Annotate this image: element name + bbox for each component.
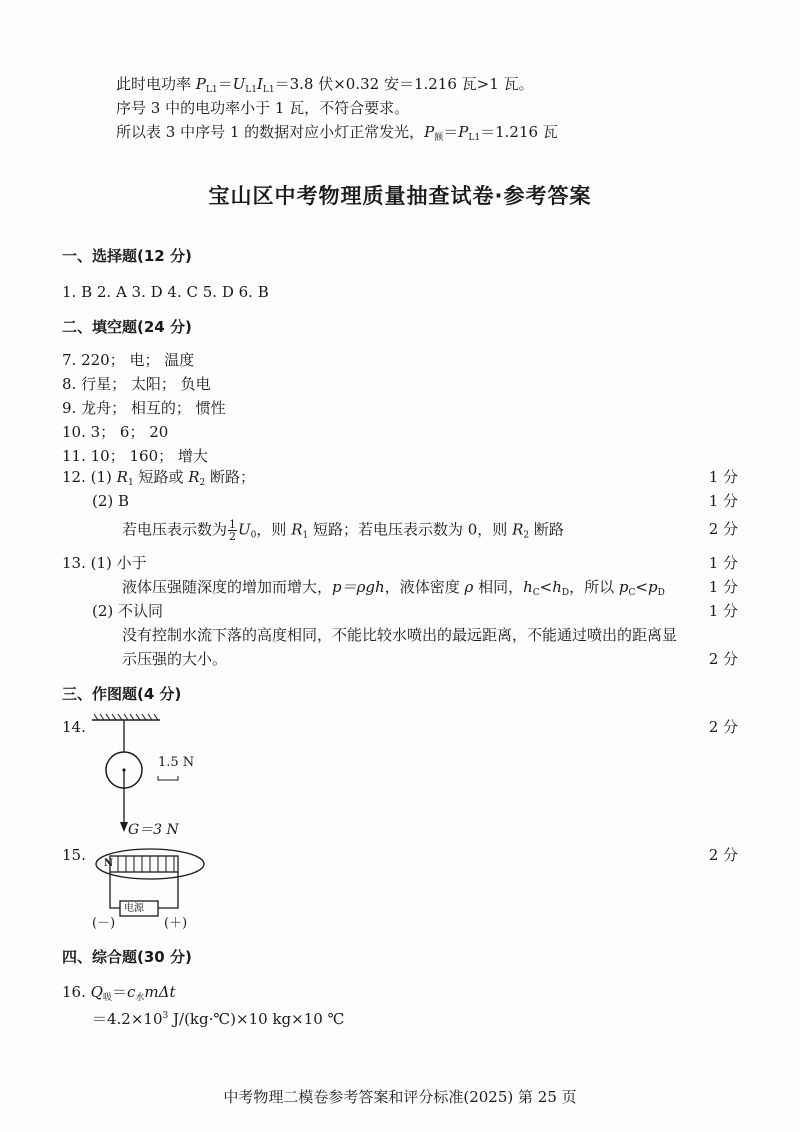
q15-power-source-label: 电源 xyxy=(124,903,144,914)
answer-q12-part1: 12. (1) $R_1$ 短路或 $R_2$ 断路； xyxy=(62,468,256,488)
answer-q8: 8. 行星； 太阳； 负电 xyxy=(62,375,211,393)
section-heading-drawing: 三、作图题(4 分) xyxy=(62,685,182,703)
answer-q12-explain: 若电压表示数为 $\frac{1}{2}$ $U_0$，则 $R_1$ 短路；若电压表示数为 0，则 $R_2$ 断路 xyxy=(122,518,564,543)
choice-answers: 1. B 2. A 3. D 4. C 5. D 6. B xyxy=(62,283,269,301)
top-line-2: 序号 3 中的电功率小于 1 瓦，不符合要求。 xyxy=(116,99,410,117)
answer-q7: 7. 220； 电； 温度 xyxy=(62,351,195,369)
answer-q13-explain-1: 没有控制水流下落的高度相同，不能比较水喷出的最远距离，不能通过喷出的距离显 xyxy=(122,626,678,644)
answer-q13-part1: 13. (1) 小于 xyxy=(62,554,147,572)
score-q13-1: 1 分 xyxy=(708,554,738,572)
score-q13-3: 1 分 xyxy=(708,602,738,620)
section-heading-comprehensive: 四、综合题(30 分) xyxy=(62,948,192,966)
answer-q9: 9. 龙舟； 相互的； 惯性 xyxy=(62,399,226,417)
fraction-half: $\frac{1}{2}$ xyxy=(229,518,237,543)
section-heading-fill: 二、填空题(24 分) xyxy=(62,318,192,336)
answer-q10: 10. 3； 6； 20 xyxy=(62,423,169,441)
answer-q13-part2: (2) 不认同 xyxy=(92,602,164,620)
answer-q11: 11. 10； 160； 增大 xyxy=(62,447,208,465)
q14-gravity-label: G＝3 N xyxy=(128,822,179,838)
answer-q13-explain-2: 示压强的大小。 xyxy=(122,650,228,668)
top-line-1: 此时电功率 $P_{L1}=U_{L1}I_{L1}=3.8$ 伏×0.32 安＝1.216 瓦>1 瓦。 xyxy=(116,75,534,95)
page-footer: 中考物理二模卷参考答案和评分标准(2025) 第 25 页 xyxy=(223,1088,577,1106)
answer-q13-reason: 液体压强随深度的增加而增大，p＝ρgh，液体密度 ρ 相同，$h_C<h_D$，所以 $p_C<p_D$ xyxy=(122,578,665,598)
section-heading-choice: 一、选择题(12 分) xyxy=(62,247,192,265)
top-line-3: 所以表 3 中序号 1 的数据对应小灯正常发光，$P_额=P_{L1}=1.216$ 瓦 xyxy=(116,123,558,143)
answer-q12-part2: (2) B xyxy=(92,492,130,510)
score-q14: 2 分 xyxy=(708,718,738,736)
answer-q16-line1: 16. $Q_吸=c_水m\Delta t$ xyxy=(62,983,176,1003)
q14-scale-label: 1.5 N xyxy=(158,755,195,770)
page-title: 宝山区中考物理质量抽查试卷·参考答案 xyxy=(208,184,592,208)
q15-number: 15. xyxy=(62,846,86,864)
q15-pole-label: N xyxy=(104,858,114,869)
q15-positive-terminal: (＋) xyxy=(164,916,188,931)
q14-number: 14. xyxy=(62,718,86,736)
answer-q16-line2: $=4.2\times 10^3$ J/(kg·℃)×10 kg×10 ℃ xyxy=(92,1010,345,1028)
score-q13-2: 1 分 xyxy=(708,578,738,596)
score-q15: 2 分 xyxy=(708,846,738,864)
score-q12-1: 1 分 xyxy=(708,468,738,486)
q15-negative-terminal: (－) xyxy=(92,916,116,931)
score-q13-4: 2 分 xyxy=(708,650,738,668)
score-q12-2: 1 分 xyxy=(708,492,738,510)
score-q12-3: 2 分 xyxy=(708,520,738,538)
